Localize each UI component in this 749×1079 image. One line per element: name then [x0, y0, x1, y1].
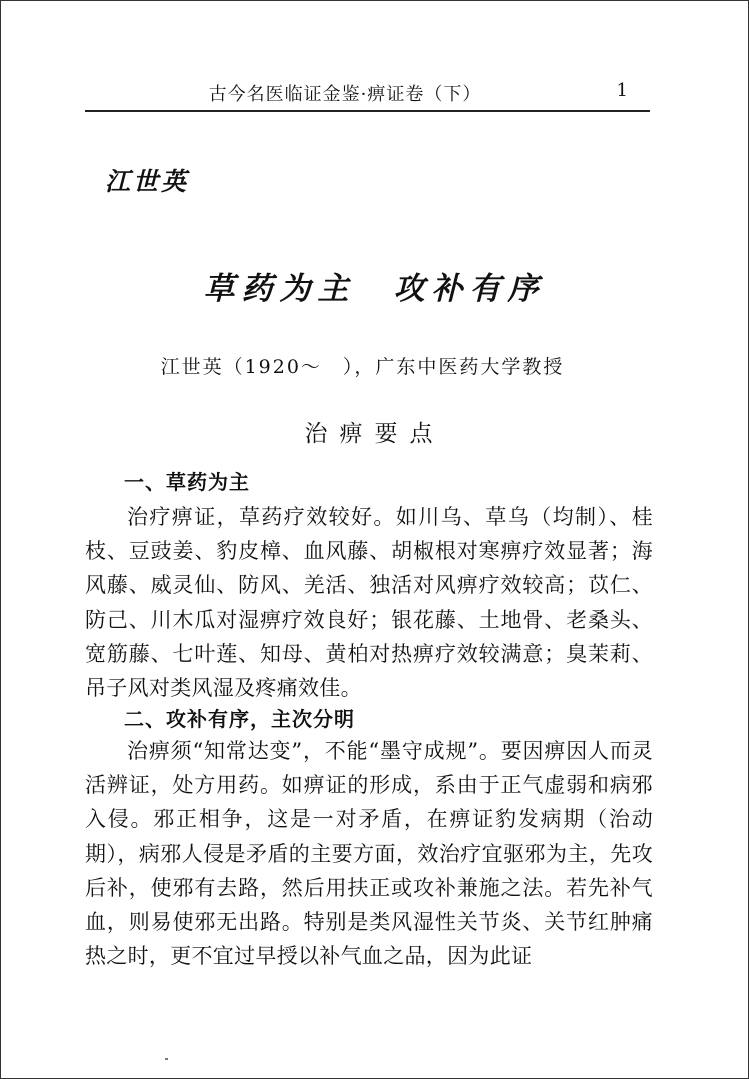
- running-header-title: 古今名医临证金鉴·痹证卷（下）: [208, 84, 482, 105]
- subheading-attack-tonify: 二、攻补有序，主次分明: [124, 707, 355, 731]
- paragraph-attack-tonify: 治痹须“知常达变”，不能“墨守成规”。要因痹因人而灵活辨证，处方用药。如痹证的形成，系由于正气虚弱和病邪入侵。邪正相争，这是一对矛盾，在痹证豹发病期（治动期），病邪人侵是矛盾的主要方面，效治疗宜驱邪为主，先攻后补，使邪有去路，然后用扶正或攻补兼施之法。若先补气血，则易使邪无出路。特别是类风湿性关节炎、关节红肿痛热之时，更不宜过早授以补气血之品，因为此证: [85, 739, 653, 969]
- article-title: 草药为主 攻补有序: [203, 271, 546, 307]
- paragraph-herbal-medicine: 治疗痹证，草药疗效较好。如川乌、草乌（均制）、桂枝、豆豉姜、豹皮樟、血风藤、胡椒根对寒痹疗效显著；海风藤、威灵仙、防风、羌活、独活对风痹疗效较高；苡仁、防己、川木瓜对湿痹疗效良好；银花藤、土地骨、老桑头、宽筋藤、七叶莲、知母、黄柏对热痹疗效较满意；臭茉莉、吊子风对类风湿及疼痛效佳。: [85, 505, 653, 701]
- page-number: 1: [616, 80, 628, 101]
- running-header: [85, 78, 650, 112]
- scan-speck: [165, 1058, 168, 1060]
- subheading-herbal-medicine: 一、草药为主: [124, 470, 250, 494]
- author-name: 江世英: [105, 167, 190, 196]
- section-heading: 治痹要点: [304, 421, 445, 447]
- author-info: 江世英（1920～ ），广东中医药大学教授: [160, 356, 565, 378]
